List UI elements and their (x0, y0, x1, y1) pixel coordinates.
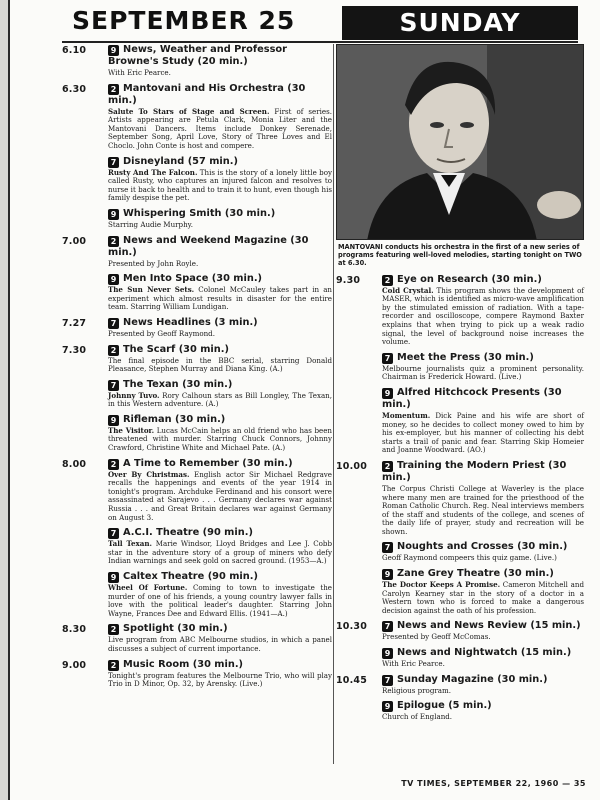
channel-badge: 7 (382, 542, 393, 553)
episode-title: Salute To Stars of Stage and Screen. (108, 106, 270, 116)
program-duration: (90 min.) (204, 571, 258, 582)
channel-badge: 2 (108, 624, 119, 635)
program-heading (382, 460, 584, 484)
description-text: Live program from ABC Melbourne studios, in which a panel discusses a subject of current importance. (108, 635, 332, 653)
program-entry (62, 344, 332, 374)
program-description (108, 260, 332, 269)
description-text: Marie Windsor, Lloyd Bridges and Lee J. Cobb star in the adventure story of a group of miners who defy Indian warnings and seek gold on sacred ground. (1953—A.) (108, 539, 332, 566)
program-duration: (90 min.) (199, 527, 253, 539)
description-text: Religious program. (382, 685, 451, 695)
program-entry (62, 208, 332, 230)
program-heading (108, 379, 332, 391)
page-header (62, 4, 578, 42)
episode-title: Over By Christmas. (108, 469, 190, 479)
program-entry (62, 235, 332, 269)
photo-caption: MANTOVANI conducts his orchestra in the first of a new series of programs featuring well-loved melodies, starting tonight on TWO at 6.30. (338, 243, 582, 268)
episode-title: Cold Crystal. (382, 285, 434, 295)
channel-badge: 9 (382, 388, 393, 399)
description-text: This program shows the development of MASER, which is identified as micro-wave amplification by the stimulated emission of radiation. With a tape-recorder and oscilloscope, compere Raymond Baxter explains that when trying to pick up a weak radio signal, the level of background noise increases the volume. (382, 285, 584, 347)
channel-badge: 7 (108, 157, 119, 168)
program-description (108, 471, 332, 523)
description-text: Presented by Geoff McComas. (382, 632, 491, 642)
program-time: 7.00 (62, 235, 87, 247)
description-text: The final episode in the BBC serial, starring Donald Pleasance, Stephen Murray and Diana King. (A.) (108, 355, 332, 374)
program-time: 7.30 (62, 344, 87, 356)
program-duration: (30 min.) (493, 673, 548, 685)
program-title: Disneyland (123, 155, 185, 167)
program-time: 9.30 (336, 274, 361, 286)
program-entry (336, 541, 584, 563)
program-duration: (30 min.) (480, 351, 534, 363)
description-text: Church of England. (382, 712, 453, 722)
right-column (336, 44, 584, 764)
program-title: Meet the Press (397, 351, 481, 363)
episode-title: The Doctor Keeps A Promise. (382, 580, 501, 590)
program-description (382, 581, 584, 615)
program-title: Mantovani and His Orchestra (123, 82, 284, 94)
program-title: News and Nightwatch (397, 647, 518, 659)
episode-title: Wheel Of Fortune. (108, 583, 188, 592)
program-entry (62, 379, 332, 409)
channel-badge: 9 (108, 415, 119, 426)
episode-title: The Visitor. (108, 425, 155, 435)
left-column-listings (62, 44, 332, 764)
mantovani-photo (336, 44, 584, 240)
page-footer: TV TIMES, SEPTEMBER 22, 1960 — 35 (401, 779, 586, 788)
program-entry (62, 273, 332, 312)
program-duration: (30 min.) (382, 459, 567, 483)
program-duration: (30 min.) (108, 234, 309, 258)
program-title: The Texan (123, 378, 179, 390)
program-time: 7.27 (62, 317, 87, 329)
program-entry (62, 571, 332, 618)
photo-illustration (337, 45, 584, 240)
program-description (108, 108, 332, 151)
program-description (108, 330, 332, 339)
description-text: Presented by John Royle. (108, 258, 199, 268)
column-divider (333, 44, 334, 764)
program-duration: (3 min.) (210, 316, 258, 328)
program-description (382, 633, 584, 642)
channel-badge: 7 (108, 528, 119, 539)
program-description (108, 584, 332, 618)
program-description (382, 554, 584, 563)
channel-badge: 2 (108, 84, 119, 95)
description-text: Starring Audie Murphy. (108, 219, 193, 229)
channel-badge: 7 (382, 353, 393, 364)
program-heading (108, 208, 332, 220)
channel-badge: 7 (382, 621, 393, 632)
program-description (382, 365, 584, 382)
channel-badge: 9 (108, 45, 119, 56)
program-title: A Time to Remember (123, 457, 239, 469)
program-heading (382, 700, 584, 712)
description-text: Melbourne journalists quiz a prominent personality. Chairman is Frederick Howard. (Live.) (382, 363, 584, 382)
program-description (382, 687, 584, 696)
program-entry (336, 460, 584, 537)
program-duration: (30 min.) (382, 386, 562, 410)
program-duration: (30 min.) (221, 207, 276, 219)
program-description (382, 660, 584, 669)
program-entry (336, 352, 584, 382)
header-date: SEPTEMBER 25 (72, 6, 296, 35)
program-heading (382, 387, 584, 411)
description-text: Colonel McCauley takes part in an experiment which almost results in disaster for the entire team. Starring William Lundigan. (108, 285, 333, 312)
header-day-banner: SUNDAY (342, 6, 578, 40)
program-duration: (15 min.) (526, 620, 581, 632)
description-text: First of series. Artists appearing are Petula Clark, Monia Liter and the Mantovani Dancers. Items include Donkey Serenade, September Song, April Love, Story of Three Loves and El Choclo. John Conte is host and compere. (108, 106, 333, 150)
program-entry (62, 414, 332, 453)
program-heading (108, 527, 332, 539)
episode-title: Rusty And The Falcon. (108, 167, 198, 177)
right-column-listings (336, 274, 584, 722)
episode-title: Tall Texan. (108, 539, 152, 549)
program-title: Eye on Research (397, 273, 489, 285)
program-description (108, 69, 332, 78)
program-heading (108, 44, 332, 68)
program-entry (336, 647, 584, 669)
program-title: Men Into Space (123, 273, 209, 285)
program-duration: (30 min.) (208, 273, 263, 285)
episode-title: The Sun Never Sets. (108, 285, 195, 295)
program-heading (108, 458, 332, 470)
program-duration: (30 min.) (238, 457, 293, 469)
program-heading (108, 317, 332, 329)
program-heading (382, 620, 584, 632)
program-title: Caltex Theatre (123, 571, 205, 582)
program-time: 10.45 (336, 674, 368, 686)
program-entry (62, 156, 332, 203)
program-heading (382, 541, 584, 553)
program-duration: (57 min.) (184, 155, 238, 167)
program-duration: (15 min.) (517, 647, 572, 659)
program-time: 9.00 (62, 659, 87, 671)
program-description (382, 713, 584, 722)
description-text: Tonight's program features the Melbourne Trio, who will play Trio in D Minor, Op. 32, by Arensky. (Live.) (108, 670, 332, 689)
program-description (108, 672, 332, 689)
channel-badge: 9 (382, 701, 393, 712)
program-title: Training the Modern Priest (397, 459, 545, 471)
program-entry (336, 274, 584, 347)
program-description (108, 221, 332, 230)
channel-badge: 9 (108, 274, 119, 285)
program-entry (62, 623, 332, 653)
program-title: Music Room (123, 658, 190, 670)
program-heading (108, 156, 332, 168)
program-heading (382, 352, 584, 364)
description-text: Cameron Mitchell and Carolyn Kearney star in the story of a doctor in a Western town who is forced to make a dangerous decision against the oath of his profession. (382, 580, 584, 615)
program-entry (62, 458, 332, 523)
channel-badge: 7 (108, 380, 119, 391)
program-description (382, 485, 584, 537)
program-entry (336, 700, 584, 722)
program-entry (62, 317, 332, 339)
program-title: Spotlight (123, 623, 174, 635)
description-text: Presented by Geoff Raymond. (108, 328, 215, 338)
program-title: Sunday Magazine (397, 673, 494, 685)
program-description (108, 169, 332, 203)
program-entry (336, 674, 584, 696)
program-heading (108, 344, 332, 356)
program-title: Epilogue (397, 700, 445, 712)
channel-badge: 2 (108, 236, 119, 247)
program-duration: (30 min.) (171, 413, 226, 425)
episode-title: Johnny Tuvo. (108, 390, 160, 400)
program-time: 10.30 (336, 621, 368, 633)
description-text: English actor Sir Michael Redgrave recalls the happenings and events of the year 1914 in tonight's program. Archduke Ferdinand and his consort were assassinated at Sarajevo . . . Germany declares war against Russia . . . and Great Britain declares war against Germany on August 3. (108, 469, 333, 522)
channel-badge: 9 (382, 648, 393, 659)
program-time: 6.10 (62, 45, 87, 56)
program-title: News, Weather and Professor Browne's Study (108, 44, 287, 67)
header-rule (62, 41, 578, 43)
program-time: 8.30 (62, 624, 87, 636)
program-description (108, 427, 332, 453)
channel-badge: 9 (108, 209, 119, 220)
episode-title: Momentum. (382, 410, 431, 420)
program-heading (382, 568, 584, 580)
program-duration: (30 min.) (175, 343, 229, 355)
program-duration: (30 min.) (108, 82, 306, 106)
description-text: With Eric Pearce. (382, 659, 445, 669)
description-text: Dick Paine and his wife are short of money, so he decides to collect money owed to him by his ex-employer, but his manner of collecting his debt starts a trail of panic and fear. Starring Skip Homeier and Joanne Woodward. (AO.) (382, 410, 584, 455)
channel-badge: 2 (108, 345, 119, 356)
description-text: Lucas McCain helps an old friend who has been threatened with murder. Starring Chuck Connors, Johnny Crawford, Christine White and Michael Pate. (A.) (108, 425, 332, 453)
program-title: News Headlines (123, 316, 211, 328)
channel-badge: 2 (108, 459, 119, 470)
program-description (382, 287, 584, 347)
program-entry (62, 659, 332, 689)
program-title: Alfred Hitchcock Presents (397, 386, 541, 398)
program-duration: (30 min.) (488, 273, 542, 285)
program-duration: (5 min.) (444, 700, 492, 712)
description-text: Coming to town to investigate the murder of one of his friends, a young country lawyer falls in love with the political leader's daughter. Starring John Wayne, Frances Dee and Edward Ellis. (1941—A.) (108, 583, 332, 618)
program-heading (108, 659, 332, 671)
program-title: Whispering Smith (123, 207, 222, 219)
page-binding-edge (0, 0, 10, 800)
program-time: 6.30 (62, 83, 87, 95)
program-duration: (30 min.) (189, 658, 244, 670)
program-heading (108, 235, 332, 259)
program-title: Rifleman (123, 413, 172, 425)
program-entry (62, 83, 332, 151)
program-description (108, 540, 332, 566)
description-text: With Eric Pearce. (108, 68, 171, 77)
program-title: Zane Grey Theatre (397, 568, 501, 580)
program-description (108, 357, 332, 374)
program-description (108, 636, 332, 653)
channel-badge: 9 (382, 569, 393, 580)
program-title: News and News Review (397, 620, 527, 632)
program-description (108, 286, 332, 312)
program-title: Noughts and Crosses (397, 541, 514, 553)
program-duration: (30 min.) (500, 568, 554, 580)
program-heading (108, 414, 332, 426)
description-text: Geoff Raymond compeers this quiz game. (Live.) (382, 553, 557, 563)
channel-badge: 2 (382, 461, 393, 472)
program-entry (336, 568, 584, 615)
program-description (382, 412, 584, 455)
program-description (108, 392, 332, 409)
program-entry (336, 620, 584, 642)
program-heading (108, 83, 332, 107)
program-heading (108, 273, 332, 285)
program-time: 8.00 (62, 458, 87, 470)
program-time: 10.00 (336, 460, 368, 472)
program-entry (62, 527, 332, 566)
program-heading (382, 674, 584, 686)
channel-badge: 7 (108, 318, 119, 329)
channel-badge: 2 (108, 660, 119, 671)
channel-badge: 2 (382, 275, 393, 286)
program-title: The Scarf (123, 343, 176, 355)
program-heading (108, 571, 332, 583)
description-text: Rory Calhoun stars as Bill Longley, The Texan, in this Western adventure. (A.) (108, 390, 333, 409)
program-title: A.C.I. Theatre (123, 527, 200, 539)
program-entry (336, 387, 584, 455)
program-entry (62, 44, 332, 78)
program-heading (382, 274, 584, 286)
program-duration: (30 min.) (513, 541, 568, 553)
channel-badge: 9 (108, 572, 119, 583)
program-duration: (20 min.) (194, 56, 248, 67)
program-duration: (30 min.) (178, 378, 233, 390)
program-heading (108, 623, 332, 635)
channel-badge: 7 (382, 675, 393, 686)
description-text: This is the story of a lonely little boy called Rusty, who captures an injured falcon and resolves to nurse it back to health and to train it to hunt, even though his family despise the pet. (108, 167, 332, 203)
program-heading (382, 647, 584, 659)
program-duration: (30 min.) (173, 623, 228, 635)
program-title: News and Weekend Magazine (123, 234, 287, 246)
description-text: The Corpus Christi College at Waverley is the place where many men are trained for the priesthood of the Roman Catholic Church. Reg. Neal interviews members of the staff and students of the college, and scenes of the daily life of prayer, study and recreation will be shown. (382, 483, 584, 536)
